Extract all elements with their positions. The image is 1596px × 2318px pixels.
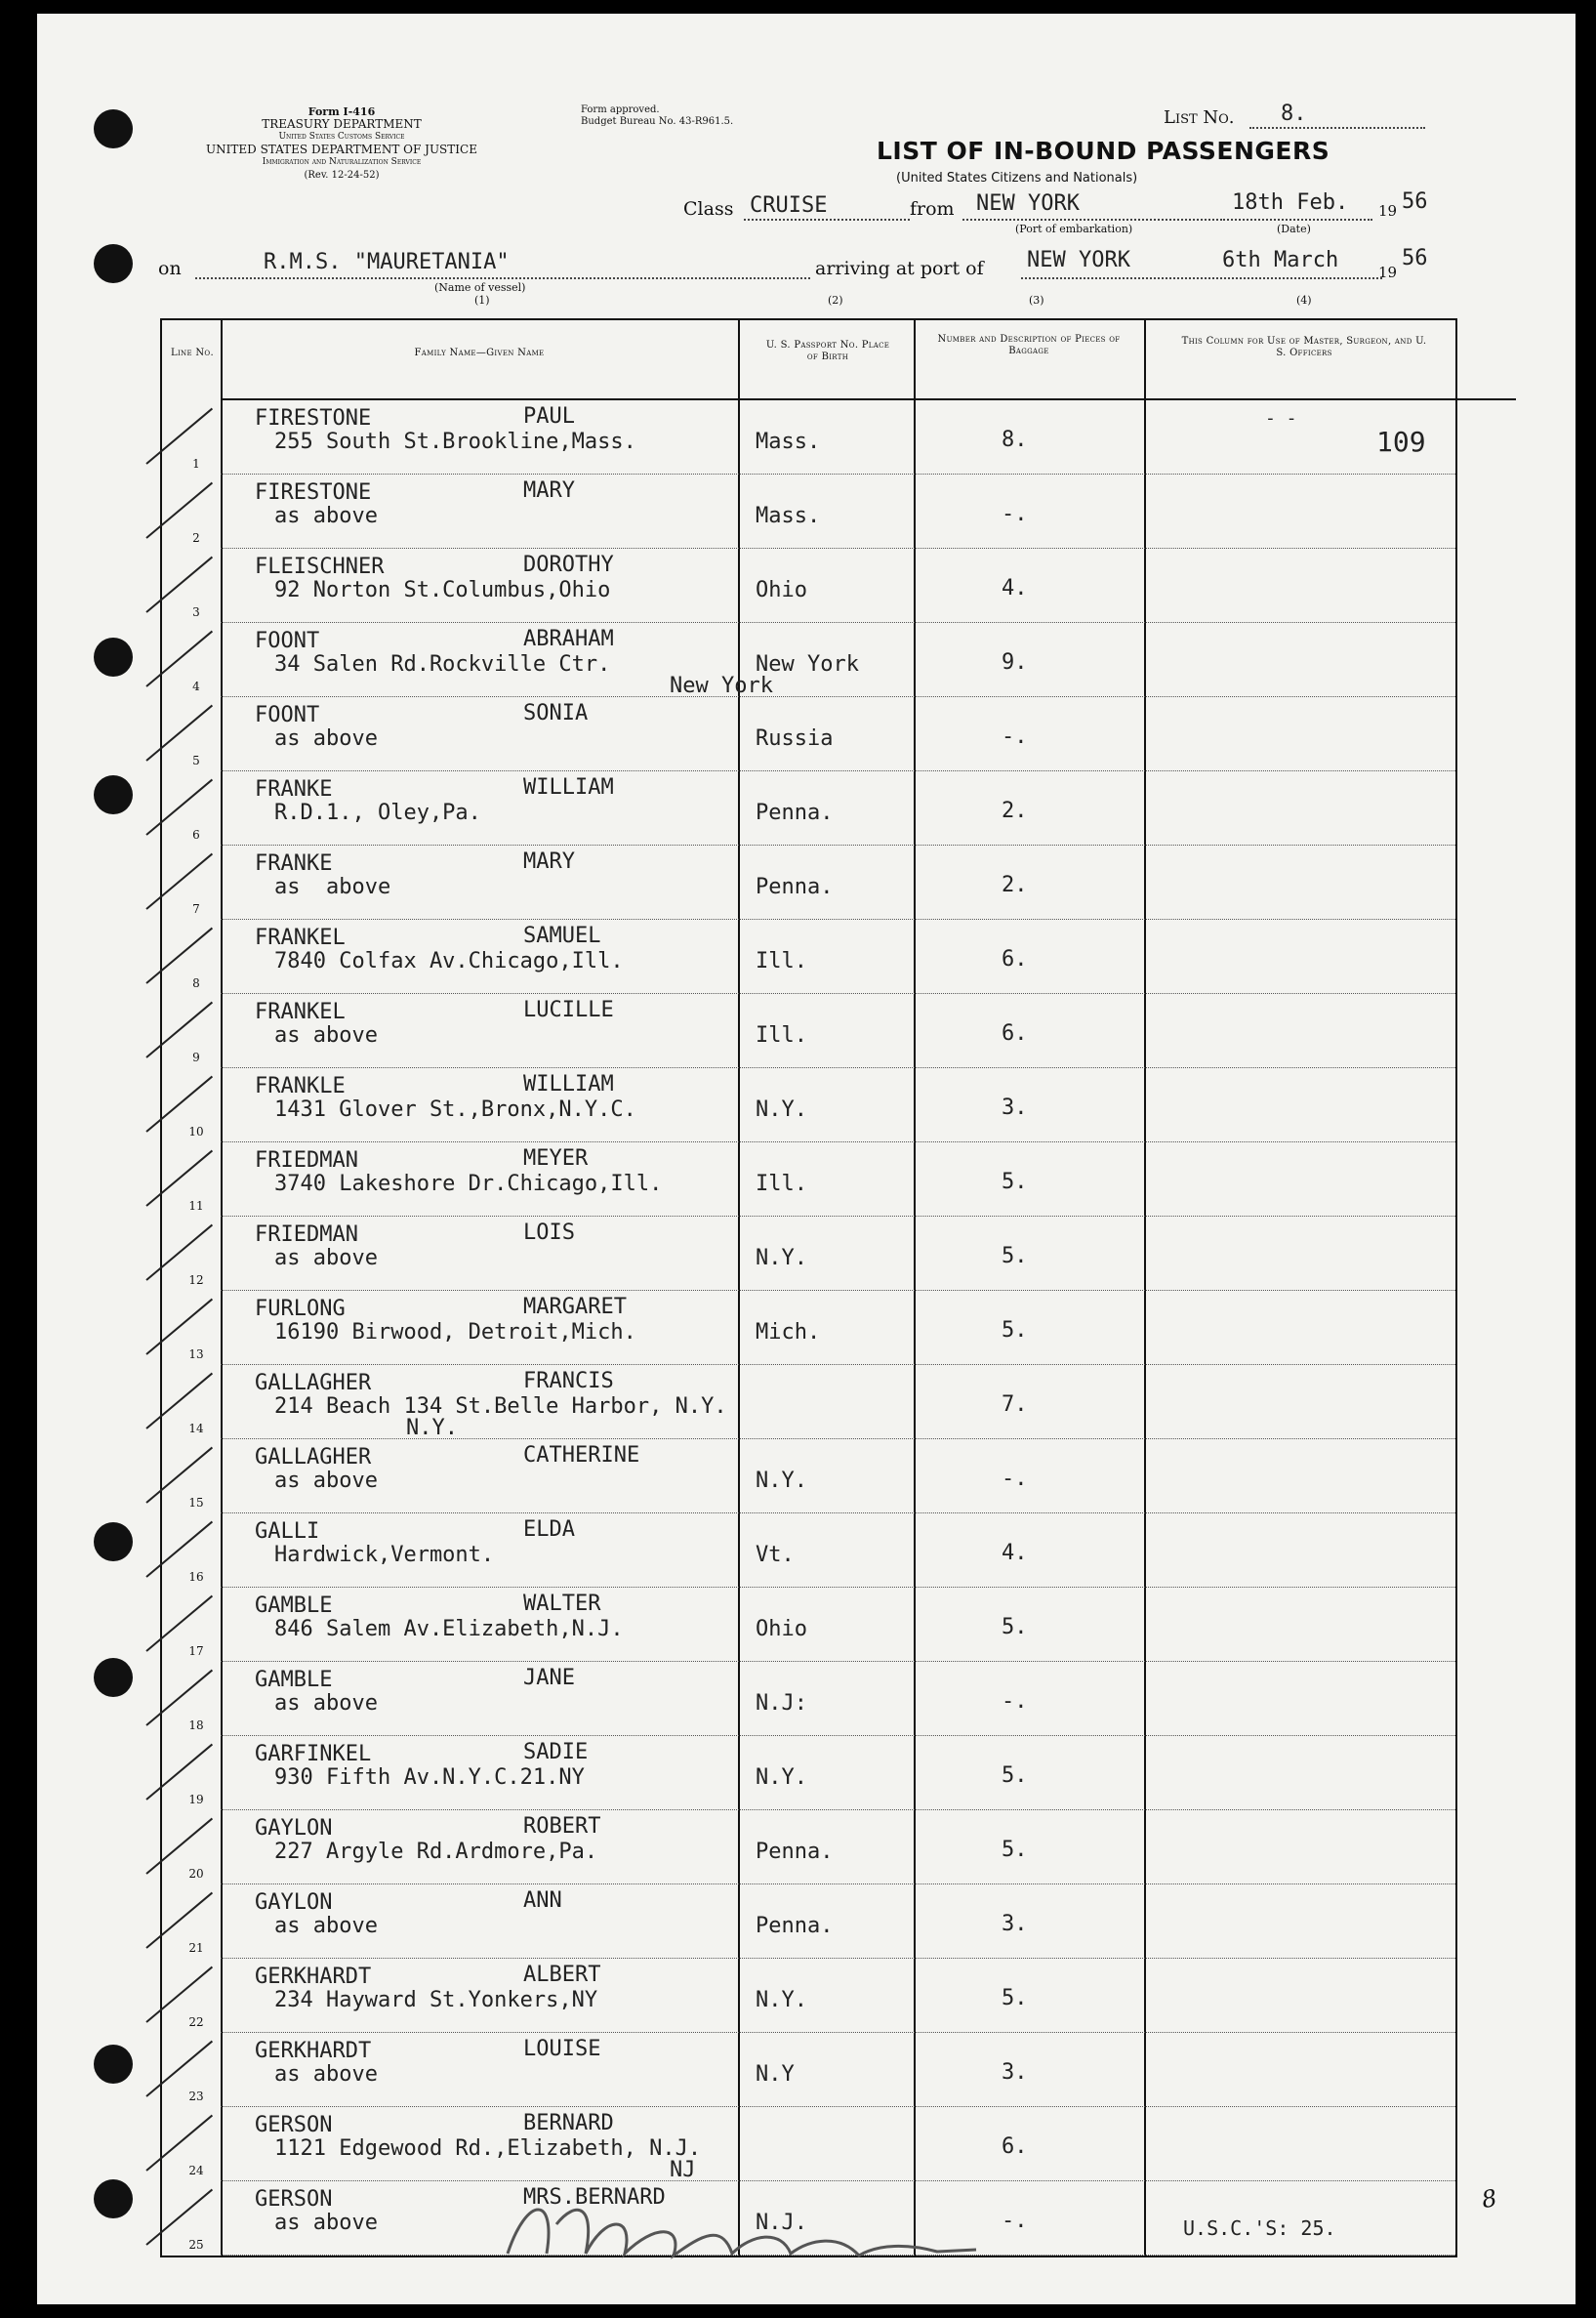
- baggage-count: -.: [1002, 2209, 1028, 2233]
- treasury-dept: TREASURY DEPARTMENT: [262, 117, 422, 131]
- family-name: GERKHARDT: [255, 2039, 372, 2063]
- family-name: FIRESTONE: [255, 406, 372, 431]
- baggage-count: 5.: [1002, 1838, 1028, 1862]
- officer-mark: - -: [1265, 408, 1297, 429]
- line-number: 17: [188, 1644, 204, 1658]
- table-row: [162, 623, 1455, 697]
- table-row: [162, 1217, 1455, 1291]
- table-row: [162, 1142, 1455, 1217]
- place-of-birth: N.Y.: [756, 1988, 807, 2012]
- table-row: [162, 1513, 1455, 1588]
- dotted-line: [1220, 219, 1372, 221]
- address: as above: [274, 504, 378, 528]
- embarkation-date: 18th Feb.: [1232, 190, 1349, 215]
- address: as above: [274, 2062, 378, 2087]
- family-name: FOONT: [255, 703, 320, 727]
- col-caption-1: (1): [474, 294, 490, 307]
- line-number: 3: [192, 605, 200, 619]
- given-name: DOROTHY: [523, 553, 614, 577]
- corner-mark: 8: [1479, 2183, 1499, 2215]
- family-name: FURLONG: [255, 1297, 346, 1321]
- table-row: [162, 697, 1455, 771]
- baggage-count: 4.: [1002, 576, 1028, 600]
- table-row: [162, 2107, 1455, 2181]
- baggage-count: 3.: [1002, 1096, 1028, 1120]
- line-number: 16: [188, 1570, 204, 1584]
- family-name: GERSON: [255, 2113, 333, 2137]
- address: as above: [274, 1914, 378, 1938]
- given-name: WILLIAM: [523, 775, 614, 800]
- ins-service: Immigration and Naturalization Service: [262, 157, 422, 167]
- given-name: MRS.BERNARD: [523, 2185, 666, 2210]
- baggage-count: 6.: [1002, 2134, 1028, 2159]
- list-number-value: 8.: [1281, 102, 1307, 126]
- line-number: 9: [192, 1051, 200, 1064]
- table-row: [162, 1068, 1455, 1142]
- form-agency-block: [156, 105, 527, 182]
- address-continued: NJ: [670, 2158, 696, 2182]
- address-continued: N.Y.: [406, 1416, 458, 1440]
- baggage-count: -.: [1002, 1467, 1028, 1491]
- budget-bureau-line: Budget Bureau No. 43-R961.5.: [581, 116, 734, 127]
- family-name: GAYLON: [255, 1890, 333, 1915]
- line-number: 4: [192, 680, 200, 693]
- line-number: 15: [188, 1496, 204, 1510]
- place-of-birth: Ill.: [756, 1023, 807, 1048]
- address: 255 South St.Brookline,Mass.: [274, 430, 636, 454]
- arrival-port: NEW YORK: [1027, 248, 1130, 272]
- line-number: 6: [192, 828, 200, 842]
- address: 92 Norton St.Columbus,Ohio: [274, 578, 611, 602]
- given-name: PAUL: [523, 404, 575, 429]
- punch-hole: [94, 109, 133, 148]
- punch-hole: [94, 2045, 133, 2084]
- dotted-line: [744, 219, 910, 221]
- given-name: ABRAHAM: [523, 627, 614, 651]
- given-name: WILLIAM: [523, 1072, 614, 1097]
- given-name: ALBERT: [523, 1963, 601, 1987]
- col-caption-3: (3): [1029, 294, 1044, 307]
- family-name: FRANKE: [255, 777, 333, 802]
- place-of-birth: Mass.: [756, 430, 821, 454]
- address: as above: [274, 2211, 378, 2235]
- family-name: GERKHARDT: [255, 1965, 372, 1989]
- family-name: FIRESTONE: [255, 480, 372, 505]
- vessel-caption: (Name of vessel): [434, 281, 526, 294]
- table-row: [162, 400, 1455, 475]
- given-name: MARY: [523, 478, 575, 503]
- place-of-birth: Russia: [756, 726, 834, 751]
- class-label: Class: [683, 198, 734, 220]
- table-row: [162, 1959, 1455, 2033]
- line-number: 14: [188, 1422, 204, 1435]
- table-row: [162, 475, 1455, 549]
- on-label: on: [158, 258, 182, 279]
- dotted-line: [1021, 277, 1382, 279]
- baggage-count: -.: [1002, 502, 1028, 526]
- place-of-birth: Vt.: [756, 1543, 795, 1567]
- header-officers: This Column for Use of Master, Surgeon, and U. S. Officers: [1181, 336, 1427, 358]
- family-name: FOONT: [255, 629, 320, 653]
- line-number: 24: [188, 2164, 204, 2177]
- address: 16190 Birwood, Detroit,Mich.: [274, 1320, 636, 1345]
- address: 34 Salen Rd.Rockville Ctr.: [274, 652, 611, 677]
- justice-dept: UNITED STATES DEPARTMENT OF JUSTICE: [206, 143, 477, 156]
- footer-count: U.S.C.'S: 25.: [1183, 2216, 1336, 2240]
- given-name: BERNARD: [523, 2111, 614, 2135]
- address: as above: [274, 1023, 378, 1048]
- table-row: [162, 920, 1455, 994]
- line-number: 11: [188, 1199, 204, 1213]
- year-prefix: 19: [1378, 264, 1398, 281]
- family-name: GAMBLE: [255, 1668, 333, 1692]
- line-number: 25: [188, 2238, 204, 2252]
- given-name: MARY: [523, 849, 575, 874]
- place-of-birth: Ohio: [756, 578, 807, 602]
- col-caption-4: (4): [1296, 294, 1312, 307]
- address: R.D.1., Oley,Pa.: [274, 801, 481, 825]
- place-of-birth: N.Y.: [756, 1469, 807, 1493]
- baggage-count: 8.: [1002, 428, 1028, 452]
- punch-hole: [94, 2179, 133, 2218]
- place-of-birth: N.J.: [756, 2211, 807, 2235]
- line-number: 7: [192, 902, 200, 916]
- table-row: [162, 846, 1455, 920]
- col-caption-2: (2): [828, 294, 843, 307]
- customs-service: United States Customs Service: [278, 132, 405, 142]
- given-name: WALTER: [523, 1592, 601, 1616]
- given-name: LOUISE: [523, 2037, 601, 2061]
- address: as above: [274, 1691, 378, 1716]
- given-name: MEYER: [523, 1146, 589, 1171]
- port-caption: (Port of embarkation): [1015, 223, 1133, 235]
- page-title: LIST OF IN-BOUND PASSENGERS: [877, 137, 1330, 165]
- revision-date: (Rev. 12-24-52): [304, 170, 380, 181]
- form-approved-note: [581, 104, 733, 128]
- line-number: 23: [188, 2090, 204, 2103]
- family-name: GAYLON: [255, 1816, 333, 1841]
- line-number: 10: [188, 1125, 204, 1138]
- place-of-birth: N.Y: [756, 2062, 795, 2087]
- embarkation-port: NEW YORK: [976, 191, 1080, 216]
- address: as above: [274, 1469, 378, 1493]
- handwritten-signature: [488, 2185, 996, 2273]
- given-name: SONIA: [523, 701, 589, 725]
- family-name: GALLI: [255, 1519, 320, 1544]
- family-name: FRANKLE: [255, 1074, 346, 1098]
- given-name: ROBERT: [523, 1814, 601, 1839]
- given-name: MARGARET: [523, 1295, 627, 1319]
- table-row: [162, 1439, 1455, 1513]
- vessel-name: R.M.S. "MAURETANIA": [264, 250, 510, 274]
- baggage-count: 2.: [1002, 873, 1028, 897]
- table-row: [162, 771, 1455, 846]
- baggage-count: 4.: [1002, 1541, 1028, 1565]
- address: 1431 Glover St.,Bronx,N.Y.C.: [274, 1097, 636, 1122]
- given-name: LUCILLE: [523, 998, 614, 1022]
- place-of-birth: Penna.: [756, 801, 834, 825]
- place-of-birth: Mich.: [756, 1320, 821, 1345]
- family-name: GARFINKEL: [255, 1742, 372, 1766]
- table-row: [162, 1588, 1455, 1662]
- address: 3740 Lakeshore Dr.Chicago,Ill.: [274, 1172, 663, 1196]
- line-number: 22: [188, 2015, 204, 2029]
- family-name: GERSON: [255, 2187, 333, 2212]
- arriving-label: arriving at port of: [815, 258, 984, 279]
- family-name: FRIEDMAN: [255, 1148, 358, 1173]
- baggage-count: 5.: [1002, 1763, 1028, 1788]
- given-name: ANN: [523, 1888, 562, 1913]
- table-row: [162, 1884, 1455, 1959]
- address: 7840 Colfax Av.Chicago,Ill.: [274, 949, 624, 973]
- table-row: [162, 1736, 1455, 1810]
- table-row: [162, 2033, 1455, 2107]
- table-row: [162, 1365, 1455, 1439]
- dotted-line: [1249, 127, 1425, 129]
- table-row: [162, 549, 1455, 623]
- baggage-count: 5.: [1002, 1986, 1028, 2010]
- line-number: 18: [188, 1718, 204, 1732]
- given-name: SADIE: [523, 1740, 589, 1764]
- address: 214 Beach 134 St.Belle Harbor, N.Y.: [274, 1394, 727, 1419]
- table-row: [162, 994, 1455, 1068]
- address: 846 Salem Av.Elizabeth,N.J.: [274, 1617, 624, 1641]
- place-of-birth: N.Y.: [756, 1097, 807, 1122]
- punch-hole: [94, 775, 133, 814]
- header-line-no: Line No.: [171, 348, 214, 358]
- arrival-year: 56: [1402, 246, 1428, 270]
- place-of-birth: N.Y.: [756, 1246, 807, 1270]
- line-number: 13: [188, 1347, 204, 1361]
- table-row: [162, 1291, 1455, 1365]
- page-subtitle: (United States Citizens and Nationals): [896, 171, 1138, 186]
- embarkation-year: 56: [1402, 189, 1428, 214]
- address: as above: [274, 726, 378, 751]
- dotted-line: [962, 219, 1218, 221]
- header-passport: U. S. Passport No. Place of Birth: [765, 340, 890, 362]
- given-name: LOIS: [523, 1221, 575, 1245]
- table-row: [162, 1662, 1455, 1736]
- baggage-count: 2.: [1002, 799, 1028, 823]
- family-name: FRANKEL: [255, 1000, 346, 1024]
- address-continued: New York: [670, 674, 773, 698]
- date-caption: (Date): [1277, 223, 1311, 235]
- place-of-birth: Ill.: [756, 949, 807, 973]
- passenger-table: [160, 318, 1457, 2257]
- address: Hardwick,Vermont.: [274, 1543, 495, 1567]
- punch-hole: [94, 638, 133, 677]
- line-number: 21: [188, 1941, 204, 1955]
- baggage-count: 3.: [1002, 2060, 1028, 2085]
- place-of-birth: Mass.: [756, 504, 821, 528]
- class-value: CRUISE: [750, 193, 828, 218]
- address: 1121 Edgewood Rd.,Elizabeth, N.J.: [274, 2136, 702, 2161]
- given-name: JANE: [523, 1666, 575, 1690]
- header-name: Family Name—Given Name: [414, 348, 545, 358]
- baggage-count: 5.: [1002, 1170, 1028, 1194]
- family-name: GAMBLE: [255, 1594, 333, 1618]
- given-name: FRANCIS: [523, 1369, 614, 1393]
- place-of-birth: Penna.: [756, 1914, 834, 1938]
- baggage-count: 7.: [1002, 1392, 1028, 1417]
- place-of-birth: Ill.: [756, 1172, 807, 1196]
- line-number: 2: [192, 531, 200, 545]
- from-label: from: [910, 198, 955, 220]
- arrival-date: 6th March: [1222, 248, 1339, 272]
- place-of-birth: N.Y.: [756, 1765, 807, 1790]
- line-number: 19: [188, 1793, 204, 1806]
- address: as above: [274, 1246, 378, 1270]
- place-of-birth: N.J:: [756, 1691, 807, 1716]
- baggage-count: 3.: [1002, 1912, 1028, 1936]
- dotted-line: [195, 277, 810, 279]
- baggage-count: 9.: [1002, 650, 1028, 675]
- year-prefix: 19: [1378, 202, 1398, 220]
- punch-hole: [94, 1658, 133, 1697]
- table-row: [162, 1810, 1455, 1884]
- family-name: GALLAGHER: [255, 1371, 372, 1395]
- family-name: GALLAGHER: [255, 1445, 372, 1469]
- form-number: Form I-416: [307, 105, 376, 118]
- place-of-birth: Penna.: [756, 875, 834, 899]
- officer-number: 109: [1376, 426, 1426, 458]
- line-number: 1: [192, 457, 200, 471]
- family-name: FRANKEL: [255, 926, 346, 950]
- given-name: CATHERINE: [523, 1443, 640, 1468]
- baggage-count: 6.: [1002, 947, 1028, 972]
- punch-hole: [94, 244, 133, 283]
- address: 930 Fifth Av.N.Y.C.21.NY: [274, 1765, 585, 1790]
- family-name: FRIEDMAN: [255, 1222, 358, 1247]
- line-number: 12: [188, 1273, 204, 1287]
- line-number: 20: [188, 1867, 204, 1881]
- punch-hole: [94, 1522, 133, 1561]
- family-name: FRANKE: [255, 851, 333, 876]
- list-number-label: List No.: [1164, 107, 1235, 128]
- baggage-count: -.: [1002, 1689, 1028, 1714]
- place-of-birth: Ohio: [756, 1617, 807, 1641]
- place-of-birth: Penna.: [756, 1840, 834, 1864]
- address: as above: [274, 875, 391, 899]
- baggage-count: 5.: [1002, 1244, 1028, 1268]
- baggage-count: 5.: [1002, 1318, 1028, 1343]
- line-number: 5: [192, 754, 200, 767]
- baggage-count: -.: [1002, 724, 1028, 749]
- line-number: 8: [192, 976, 200, 990]
- address: 234 Hayward St.Yonkers,NY: [274, 1988, 598, 2012]
- given-name: SAMUEL: [523, 924, 601, 948]
- given-name: ELDA: [523, 1517, 575, 1542]
- place-of-birth: New York: [756, 652, 859, 677]
- family-name: FLEISCHNER: [255, 555, 385, 579]
- address: 227 Argyle Rd.Ardmore,Pa.: [274, 1840, 598, 1864]
- baggage-count: 5.: [1002, 1615, 1028, 1639]
- baggage-count: 6.: [1002, 1021, 1028, 1046]
- header-baggage: Number and Description of Pieces of Baggage: [937, 334, 1121, 356]
- approved-line: Form approved.: [581, 104, 660, 115]
